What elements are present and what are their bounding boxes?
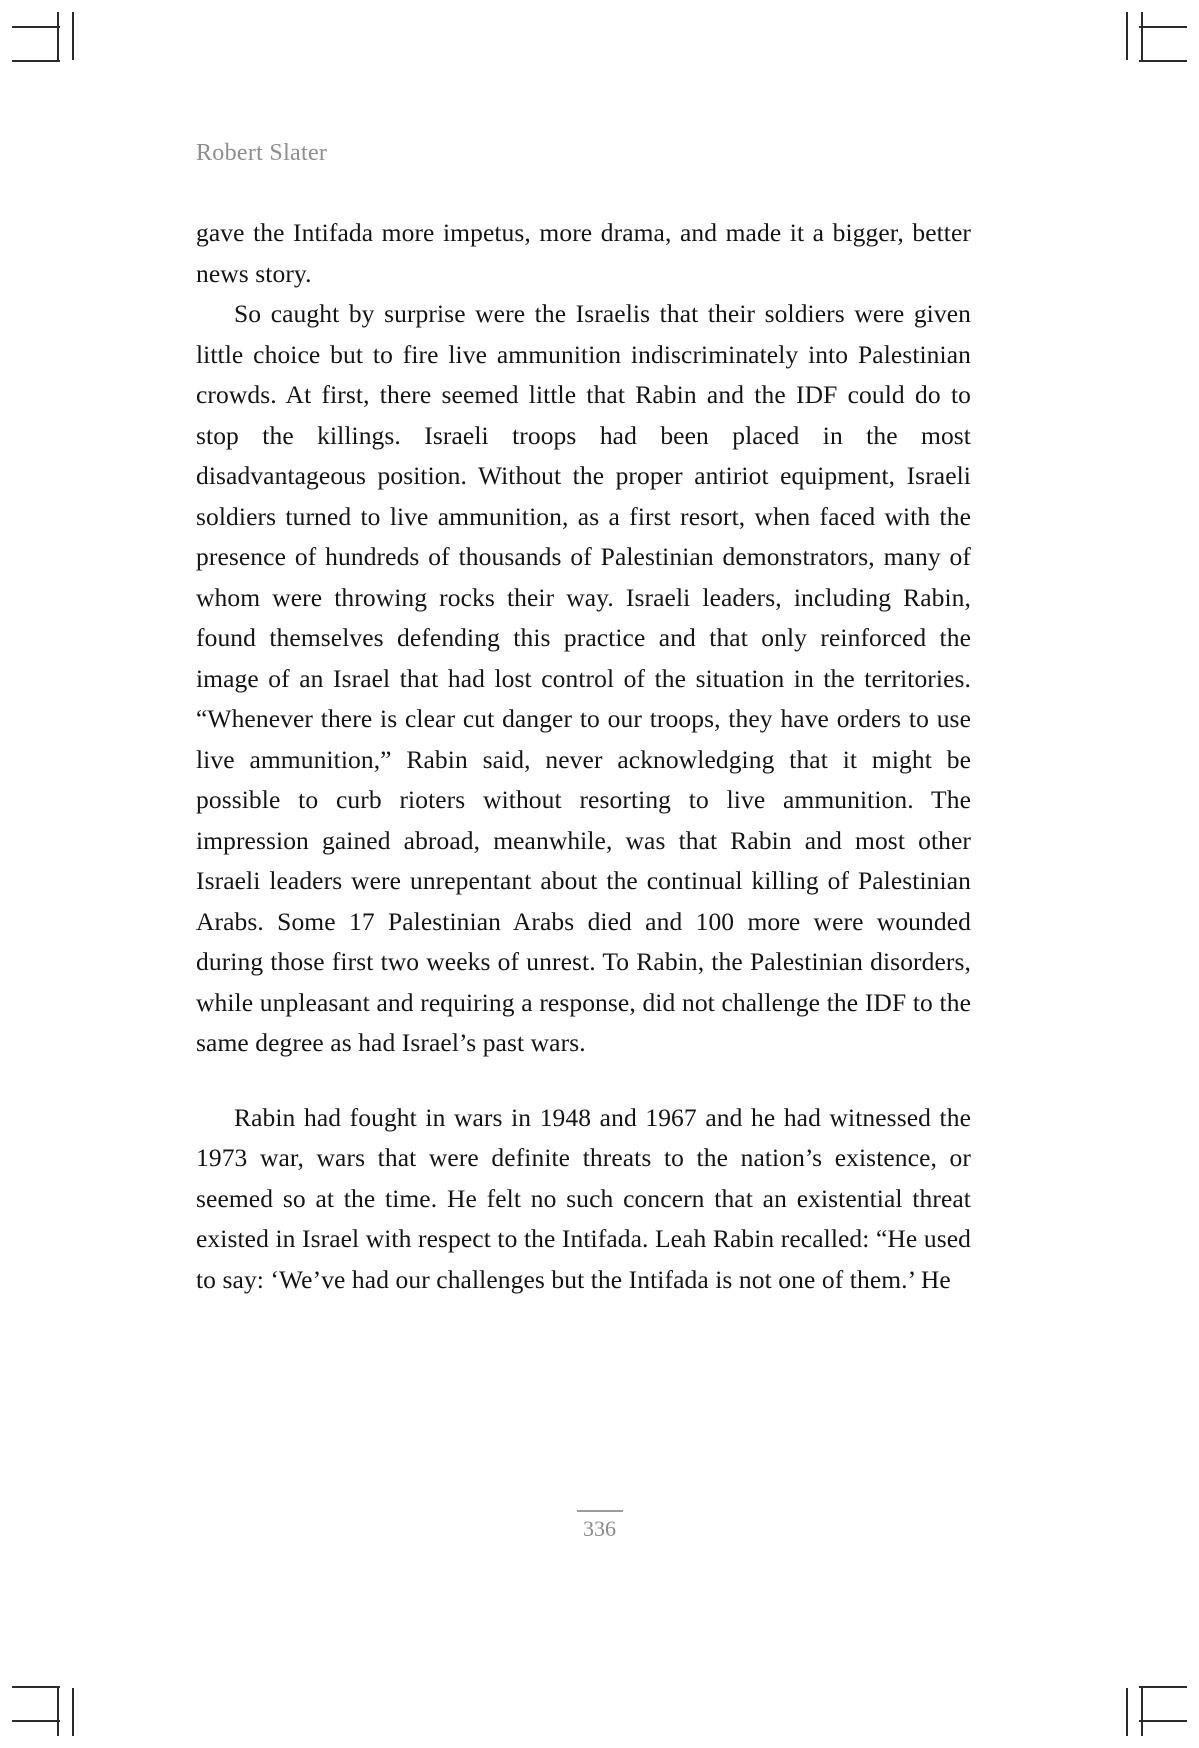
crop-mark: [1141, 1688, 1143, 1736]
body-paragraph: So caught by surprise were the Israelis that their soldiers were given little choice but to fire live ammunition indiscriminately into Palestinian crowds. At first, there seemed little that Rabin and the IDF could do to stop the killings. Israeli troops had been placed in the most disadvantageous position. Without the proper antiriot equipment, Israeli soldiers turned to live ammunition, as a first resort, when faced with the presence of hundreds of thousands of Palestinian demonstrators, many of whom were throwing rocks their way. Israeli leaders, including Rabin, found themselves defending this practice and that only reinforced the image of an Israel that had lost control of the situation in the territories. “Whenever there is clear cut danger to our troops, they have orders to use live ammunition,” Rabin said, never acknowledging that it might be possible to curb rioters without resorting to live ammunition. The impression gained abroad, meanwhile, was that Rabin and most other Israeli leaders were unrepentant about the continual killing of Palestinian Arabs. Some 17 Palestinian Arabs died and 100 more were wounded during those first two weeks of unrest. To Rabin, the Palestinian disorders, while unpleasant and requiring a response, did not challenge the IDF to the same degree as had Israel’s past wars.: [196, 299, 971, 1057]
page-number: 336: [583, 1515, 616, 1541]
crop-mark: [57, 12, 59, 60]
crop-mark: [1126, 1688, 1128, 1736]
running-head: Robert Slater: [196, 140, 328, 166]
crop-mark: [72, 1688, 74, 1736]
crop-mark: [1139, 26, 1187, 28]
crop-mark: [72, 12, 74, 60]
crop-mark: [1139, 1720, 1187, 1722]
folio-rule: [577, 1510, 623, 1512]
crop-mark: [12, 26, 60, 28]
crop-mark: [12, 1720, 60, 1722]
crop-mark: [1141, 12, 1143, 60]
body-paragraph: gave the Intifada more impetus, more drama, and made it a bigger, better news story.: [196, 218, 971, 288]
crop-mark: [1139, 60, 1187, 62]
folio-area: [0, 1510, 1199, 1542]
crop-mark: [1139, 1686, 1187, 1688]
body-paragraph: Rabin had fought in wars in 1948 and 1967 and he had witnessed the 1973 war, wars that were definite threats to the nation’s existence, or seemed so at the time. He felt no such concern that an existential threat existed in Israel with respect to the Intifada. Leah Rabin recalled: “He used to say: ‘We’ve had our challenges but the Intifada is not one of them.’ He: [196, 1102, 971, 1294]
crop-mark: [1126, 12, 1128, 60]
paragraph-spacer: [196, 1064, 971, 1098]
crop-mark: [57, 1688, 59, 1736]
crop-mark: [12, 1686, 60, 1688]
crop-mark: [12, 60, 60, 62]
page-text-block: [196, 140, 971, 1300]
